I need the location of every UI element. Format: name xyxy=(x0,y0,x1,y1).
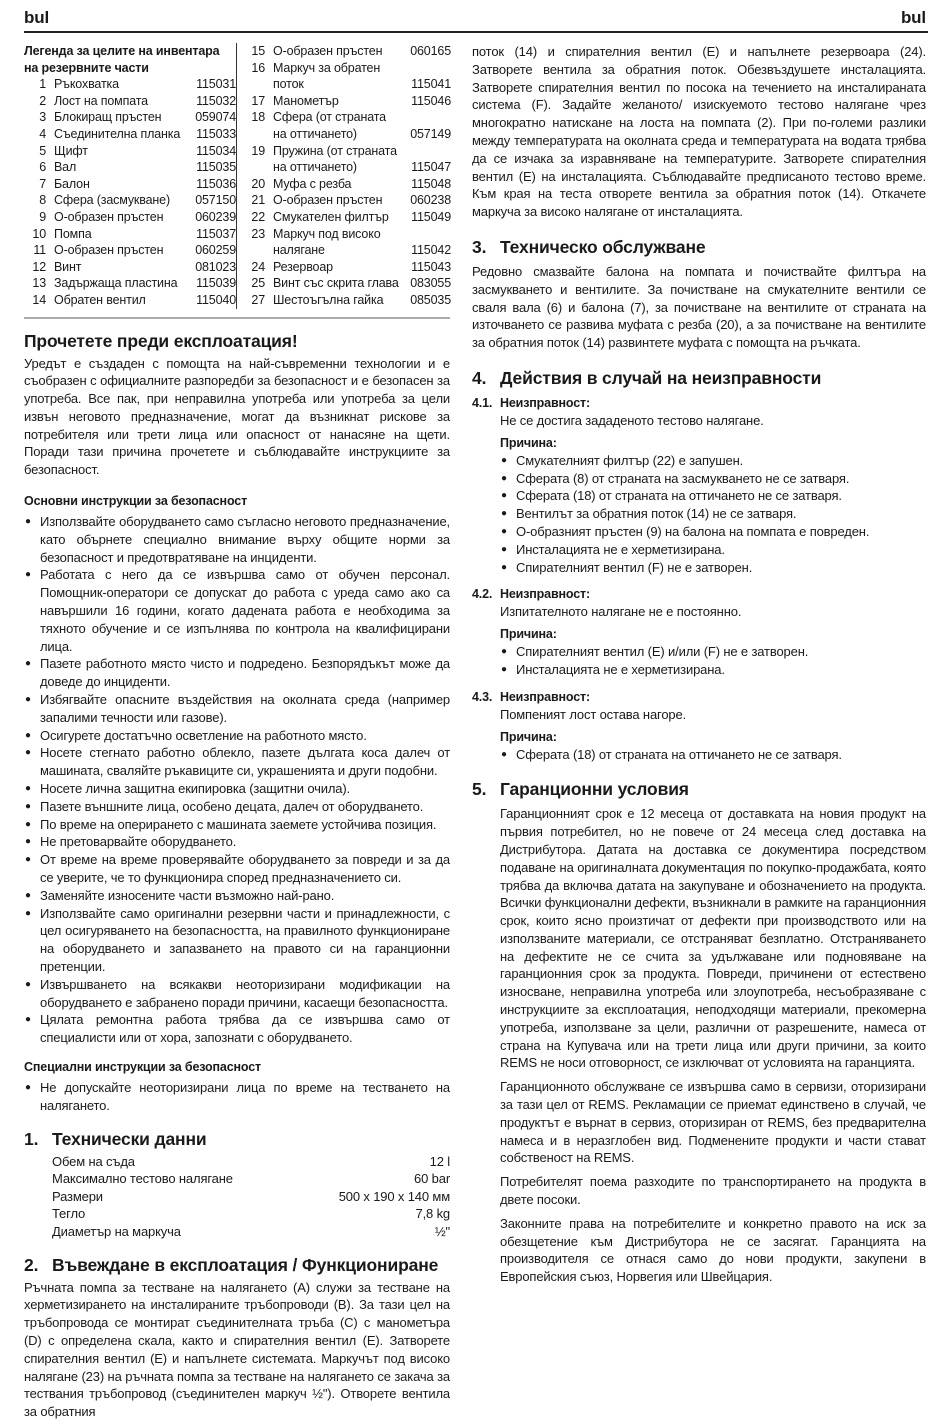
part-row xyxy=(243,176,451,193)
list-item xyxy=(24,1079,450,1115)
part-name: Муфа с резба xyxy=(273,176,352,191)
part-number: 11 xyxy=(33,243,46,258)
part-code: 081023 xyxy=(195,259,236,274)
part-name: Маркуч под високо налягане xyxy=(273,226,381,258)
spec-value: 60 bar xyxy=(414,1171,450,1187)
fault-block xyxy=(472,586,926,678)
fault-description: Не се достига зададеното тестово налягане. xyxy=(500,412,764,428)
fault-label: Неизправност: xyxy=(500,689,591,704)
part-row xyxy=(243,259,451,276)
fault-body xyxy=(500,603,926,678)
list-item-text: Вентилът за обратния поток (14) не се затваря. xyxy=(516,506,797,522)
fault-number: 4.3. xyxy=(472,689,493,704)
bullet-icon: ● xyxy=(25,569,31,581)
part-name: Балон xyxy=(54,176,90,191)
part-code: 060238 xyxy=(410,193,451,208)
part-code: 115040 xyxy=(196,292,236,307)
list-item xyxy=(500,559,926,577)
list-item xyxy=(24,655,450,691)
part-name: Обратен вентил xyxy=(54,292,146,307)
list-item-text: Спирателният вентил (E) и/или (F) не е затворен. xyxy=(516,644,809,660)
fault-heading xyxy=(472,586,926,603)
troubleshooting-section xyxy=(472,368,926,763)
list-item xyxy=(24,798,450,816)
part-number: 5 xyxy=(39,143,46,158)
fault-heading xyxy=(472,689,926,706)
part-row xyxy=(24,176,236,193)
list-item xyxy=(24,976,450,1012)
part-name: Съединителна планка xyxy=(54,126,181,141)
list-item-text: Сферата (8) от страната на засмукването не се затваря. xyxy=(516,470,850,486)
header-rule xyxy=(24,31,928,33)
list-item-text: Пазете работното място чисто и подредено. Безпорядъкът може да доведе до инциденти. xyxy=(40,656,450,690)
maintenance-heading xyxy=(472,237,926,258)
part-row xyxy=(24,159,236,176)
bullet-icon: ● xyxy=(501,525,507,537)
part-number: 4 xyxy=(39,126,46,141)
section-number: 5. xyxy=(472,779,487,800)
cause-list xyxy=(500,643,926,679)
part-number: 24 xyxy=(251,259,265,274)
part-code: 115033 xyxy=(196,126,236,141)
part-code: 115043 xyxy=(411,259,451,274)
fault-description: Изпитателното налягане не е постоянно. xyxy=(500,604,742,620)
list-item-text: От време на време проверявайте оборудването за повреди и за да се уверите, че то функционира според предназначението си. xyxy=(40,852,450,886)
part-row xyxy=(243,192,451,209)
part-number: 16 xyxy=(251,60,265,75)
read-first-heading xyxy=(24,331,450,352)
spec-value: 500 x 190 x 140 мм xyxy=(338,1188,450,1204)
part-code: 115041 xyxy=(411,77,451,92)
right-column xyxy=(472,43,926,1286)
warranty-text xyxy=(500,805,926,1286)
part-number: 17 xyxy=(251,93,265,108)
bullet-icon: ● xyxy=(501,543,507,555)
part-code: 057149 xyxy=(410,126,451,141)
list-item-text: Заменяйте износените части възможно най-рано. xyxy=(40,887,335,903)
list-item xyxy=(500,487,926,505)
part-row xyxy=(24,259,236,276)
basic-safety-list xyxy=(24,513,450,1047)
heading-text: Прочетете преди експлоатация! xyxy=(24,330,298,351)
part-row xyxy=(243,43,451,60)
part-code: 115042 xyxy=(411,243,451,258)
part-code: 115036 xyxy=(196,176,236,191)
part-code: 115049 xyxy=(411,209,451,224)
part-name: Щифт xyxy=(54,143,88,158)
part-code: 115037 xyxy=(196,226,236,241)
spec-label: Тегло xyxy=(52,1206,86,1222)
spec-label: Обем на съда xyxy=(52,1153,135,1169)
part-code: 115035 xyxy=(196,160,236,175)
part-name: Винт xyxy=(54,259,82,274)
bullet-icon: ● xyxy=(501,646,507,658)
fault-body xyxy=(500,412,926,576)
part-row xyxy=(24,76,236,93)
warranty-section xyxy=(472,779,926,1286)
technical-data-table xyxy=(52,1153,450,1241)
list-item-text: Осигурете достатъчно осветление на работното място. xyxy=(40,727,367,743)
read-first-section xyxy=(24,331,450,480)
list-item-text: Цялата ремонтна работа трябва да се извършва само от специалисти или от хора, запознати с оборудването. xyxy=(40,1012,450,1046)
list-item-text: Инсталацията не е херметизирана. xyxy=(516,541,725,557)
fault-list xyxy=(472,395,926,763)
bullet-icon: ● xyxy=(501,454,507,466)
part-number: 8 xyxy=(39,193,46,208)
part-number: 3 xyxy=(39,110,46,125)
bullet-icon: ● xyxy=(25,516,31,528)
fault-heading xyxy=(472,395,926,412)
spec-label: Размери xyxy=(52,1188,103,1204)
part-name: Маркуч за обратен поток xyxy=(273,60,381,92)
cause-label: Причина: xyxy=(500,627,557,642)
part-number: 6 xyxy=(39,160,46,175)
cause-list xyxy=(500,746,926,764)
part-number: 21 xyxy=(251,193,265,208)
list-item-text: Инсталацията не е херметизирана. xyxy=(516,661,725,677)
part-number: 13 xyxy=(32,276,46,291)
part-code: 060259 xyxy=(195,243,236,258)
bullet-icon: ● xyxy=(25,747,31,759)
commissioning-text-continued xyxy=(472,43,926,221)
bullet-icon: ● xyxy=(501,472,507,484)
section-number: 2. xyxy=(24,1254,39,1275)
spec-row xyxy=(52,1170,450,1188)
basic-safety-heading: Основни инструкции за безопасност xyxy=(24,494,248,509)
language-code-left: bul xyxy=(24,8,50,27)
part-code: 060165 xyxy=(410,44,451,58)
part-row xyxy=(243,292,451,309)
part-code: 085035 xyxy=(410,292,451,307)
list-item-text: По време на оперирането с машината заемете устойчива позиция. xyxy=(40,816,437,832)
part-number: 14 xyxy=(32,292,46,307)
bullet-icon: ● xyxy=(25,1081,31,1093)
part-name: Пружина (от страната на оттичането) xyxy=(273,143,397,175)
part-name: О-образен пръстен xyxy=(54,243,164,258)
list-item-text: Извършването на всякакви неоторизирани модификации на оборудването е забранено поради причини, касаещи безопасността. xyxy=(40,976,450,1010)
bullet-icon: ● xyxy=(501,508,507,520)
list-item-text: Спирателният вентил (F) не е затворен. xyxy=(516,559,753,575)
list-item xyxy=(24,744,450,780)
commissioning-text-2: поток (14) и спирателния вентил (E) и напълнете резервоара (24). Затворете вентила за обратния поток. Обезвъздушете инсталацията. Затворете спирателния вентил по посока на течението на инсталираната система (F). Задайте желаното/ изискуемото тестово налягане чрез многократно натискане на лоста на помпата (2). При по-големи разлики между температурата на околната среда и температурата на водата трябва да се изчака за изравняване на температурите. Затворете спирателния вентил (E) на инсталацията. Съблюдавайте предписаното тестово време. Към края на теста отворете вентила за обратния поток (14). Откачете маркуча за високо налягане от инсталацията. xyxy=(472,44,926,220)
spec-row xyxy=(52,1205,450,1223)
list-item-text: Сферата (18) от страната на оттичането не се затваря. xyxy=(516,488,842,504)
list-item xyxy=(24,780,450,798)
part-number: 2 xyxy=(39,93,46,108)
list-item xyxy=(24,1011,450,1047)
fault-description: Помпеният лост остава нагоре. xyxy=(500,706,687,722)
list-item-text: Избягвайте опасните въздействия на околната среда (например запалими течности или газове). xyxy=(40,692,450,725)
list-item xyxy=(24,851,450,887)
list-item-text: Носете стегнато работно облекло, пазете дългата коса далеч от машината, сваляйте ръкавиците си, украшенията и други подобни. xyxy=(40,745,450,779)
part-row xyxy=(243,109,451,142)
part-name: Сфера (от страната на оттичането) xyxy=(273,110,386,141)
bullet-icon: ● xyxy=(25,729,31,741)
list-item-text: Използвайте само оригинални резервни части и принадлежности, с цел осигуряването на безопасността, на правилното функциониране на оборудването и запазването на правото си на гаранционни претенции. xyxy=(40,905,450,974)
warranty-paragraph: Законните права на потребителите и конкретно правото на иск за обезщетение към Дистрибутора не се засягат. Гаранцията на производителя се отнася само до нови продукти, закупени в Европейския съюз, Норвегия или Швейцария. xyxy=(500,1215,926,1285)
technical-data-section xyxy=(24,1129,450,1241)
part-row xyxy=(243,60,451,93)
heading-text: Технически данни xyxy=(52,1128,207,1149)
bullet-icon: ● xyxy=(25,854,31,866)
part-number: 22 xyxy=(251,209,265,224)
language-code-right: bul xyxy=(900,8,926,27)
section-number: 1. xyxy=(24,1128,39,1149)
heading-text: Гаранционни условия xyxy=(500,779,689,800)
bullet-icon: ● xyxy=(501,748,507,760)
parts-legend-title: Легенда за целите на инвентара на резервните части xyxy=(24,44,220,75)
part-row xyxy=(24,126,236,143)
parts-table-right xyxy=(236,43,451,309)
part-code: 115034 xyxy=(196,143,236,158)
list-item xyxy=(24,727,450,745)
part-number: 9 xyxy=(39,209,46,224)
fault-label: Неизправност: xyxy=(500,587,591,602)
list-item xyxy=(24,887,450,905)
list-item-text: Пазете външните лица, особено децата, далеч от оборудването. xyxy=(40,798,424,814)
part-number: 27 xyxy=(251,292,265,307)
spec-row xyxy=(52,1153,450,1171)
maintenance-section xyxy=(472,237,926,352)
part-row xyxy=(24,143,236,160)
list-item xyxy=(500,452,926,470)
spec-row xyxy=(52,1223,450,1241)
bullet-icon: ● xyxy=(25,658,31,670)
list-item xyxy=(500,505,926,523)
cause-list xyxy=(500,452,926,577)
bullet-icon: ● xyxy=(25,783,31,795)
part-code: 115047 xyxy=(411,160,451,175)
part-name: О-образен пръстен xyxy=(273,44,383,58)
warranty-paragraph: Гаранционният срок е 12 месеца от доставката на новия продукт на първия потребител, но не повече от 24 месеца след доставка на Дистрибутора. Датата на доставка се документира посредством подаване на оригиналната документация по покупко-продажбата, която трябва да включва датата на закупуване и обозначението на продукта. Всички функционални дефекти, възникнали в рамките на гаранционния срок, които ясно произтичат от дефекти при производството или на използваните материали, се отстраняват безплатно. Отстраняването на дефектите не се счита за удължаване или подновяване на гаранционния срок за продукта. Повреди, причинени от естествено износване, неправилна употреба или злоупотреба, несъобразяване с инструкциите за експлоатация, неподходящи материали, прекомерна употреба, използване за цели, различни от разрешените, намеса от страна на Купувача или на трети лица или други причини, за които REMS не носи отговорност, се изключват от условията на гаранцията. xyxy=(500,806,926,1071)
fault-number: 4.1. xyxy=(472,395,493,410)
bullet-icon: ● xyxy=(501,490,507,502)
parts-legend xyxy=(24,43,450,309)
special-safety-section xyxy=(24,1059,450,1115)
bullet-icon: ● xyxy=(501,663,507,675)
bullet-icon: ● xyxy=(25,907,31,919)
part-row xyxy=(24,93,236,110)
section-divider xyxy=(24,317,450,319)
technical-data-heading xyxy=(24,1129,450,1150)
fault-block xyxy=(472,395,926,576)
part-code: 059074 xyxy=(195,110,236,125)
part-name: Сфера (засмукване) xyxy=(54,193,170,208)
bullet-icon: ● xyxy=(25,889,31,901)
part-code: 115031 xyxy=(196,77,236,92)
maintenance-text: Редовно смазвайте балона на помпата и почиствайте филтъра на засмукването и вентилите. За почистване на смукателните вентили се сваля вала (6) и балона (7), за почистване на вентилите от страната на източването се развива муфата с резба (20), а за почистване на вентилите за обратния поток (14) развинтете муфата с помощта на ръчката. xyxy=(472,263,926,351)
commissioning-heading xyxy=(24,1255,450,1276)
part-name: О-образен пръстен xyxy=(273,193,383,208)
list-item xyxy=(24,833,450,851)
spec-label: Диаметър на маркуча xyxy=(52,1223,181,1239)
bullet-icon: ● xyxy=(25,818,31,830)
part-row xyxy=(243,143,451,176)
part-code: 115048 xyxy=(411,176,451,191)
part-code: 115046 xyxy=(411,93,451,108)
part-code: 083055 xyxy=(410,276,451,291)
part-row xyxy=(24,242,236,259)
list-item xyxy=(500,661,926,679)
list-item xyxy=(24,513,450,566)
part-number: 19 xyxy=(251,143,265,158)
part-name: Блокиращ пръстен xyxy=(54,110,162,125)
part-row xyxy=(243,93,451,110)
left-column xyxy=(24,43,450,1421)
list-item xyxy=(24,691,450,727)
fault-number: 4.2. xyxy=(472,587,493,602)
part-row xyxy=(24,292,236,309)
part-name: Задържаща пластина xyxy=(54,276,178,291)
part-row xyxy=(24,109,236,126)
read-first-text: Уредът е създаден с помощта на най-съвременни технологии и е съобразен с официалните разпоредби за безопасност и е безопасен за употреба. Все пак, при неправилна употреба или употреба за цели извън неговото предназначение, могат да възникнат рискове за потребителя или трети лица или опасност от нанасяне на щети. Поради тази причина прочетете и съблюдавайте инструкциите за безопасност. xyxy=(24,355,450,478)
part-name: Винт със скрита глава xyxy=(273,276,399,291)
part-code: 057150 xyxy=(195,193,236,208)
list-item xyxy=(500,523,926,541)
list-item-text: Сферата (18) от страната на оттичането не се затваря. xyxy=(516,746,842,762)
part-number: 23 xyxy=(251,226,265,241)
commissioning-section xyxy=(24,1255,450,1421)
troubleshooting-heading xyxy=(472,368,926,389)
special-safety-heading: Специални инструкции за безопасност xyxy=(24,1059,261,1074)
part-name: Шестоъгълна гайка xyxy=(273,292,384,307)
part-number: 15 xyxy=(251,44,265,58)
spec-label: Максимално тестово налягане xyxy=(52,1171,233,1187)
spec-value: ½" xyxy=(434,1223,450,1239)
part-row xyxy=(24,192,236,209)
list-item-text: Използвайте оборудването само съгласно неговото предназначение, като обърнете специално внимание върху общите норми за безопасност и предотвратяване на инциденти. xyxy=(40,514,450,565)
part-number: 7 xyxy=(39,176,46,191)
part-row xyxy=(24,275,236,292)
bullet-icon: ● xyxy=(25,978,31,990)
warranty-heading xyxy=(472,779,926,800)
list-item-text: Работата с него да се извършва само от обучен персонал. Помощник-оператори се допускат до работа с уреда само ако са навършили 16 години, когато дадената работа е необходима за тяхното обучение и се изпълнява по контрола на квалифицирани лица. xyxy=(40,567,450,654)
part-number: 18 xyxy=(251,110,265,125)
bullet-icon: ● xyxy=(25,694,31,706)
cause-label: Причина: xyxy=(500,729,557,744)
part-row xyxy=(24,209,236,226)
part-name: Лост на помпата xyxy=(54,93,148,108)
spec-value: 12 l xyxy=(429,1153,450,1169)
part-number: 1 xyxy=(39,77,46,92)
list-item xyxy=(500,541,926,559)
commissioning-text: Ръчната помпа за тестване на налягането (A) служи за тестване на херметизирането на инсталираните тръбопроводи (B). За тази цел на тръбопровода се монтират съединителната тръба (C) с манометъра (D) с определена скала, както и спирателния вентил (E). Затворете спирателния вентил (E) и напълнете системата. Маркучът под високо налягане (23) на ръчната помпа за тестване на налягането се закача за тествания тръбопровод (съединителен маркуч ½"). Отворете вентила за обратния xyxy=(24,1279,450,1420)
section-number: 3. xyxy=(472,236,487,257)
list-item xyxy=(500,746,926,764)
special-safety-list xyxy=(24,1079,450,1115)
part-row xyxy=(243,275,451,292)
list-item-text: Смукателният филтър (22) е запушен. xyxy=(516,452,744,468)
part-name: Ръкохватка xyxy=(54,77,119,92)
parts-table-left xyxy=(24,43,236,309)
list-item xyxy=(500,643,926,661)
bullet-icon: ● xyxy=(25,800,31,812)
fault-body xyxy=(500,706,926,764)
list-item xyxy=(24,566,450,655)
part-name: Резервоар xyxy=(273,259,333,274)
section-number: 4. xyxy=(472,367,487,388)
bullet-icon: ● xyxy=(25,836,31,848)
list-item xyxy=(24,905,450,976)
list-item-text: Не допускайте неоторизирани лица по време на тестването на налягането. xyxy=(40,1079,450,1113)
warranty-paragraph: Гаранционното обслужване се извършва само в сервизи, оторизирани за тази цел от REMS. Рекламации се приемат единствено в случай, че продуктът е върнат в сервиз, оторизиран от REMS, без предварителна намеса и в неразглобен вид. Подменените продукти и части стават собственост на REMS. xyxy=(500,1079,926,1166)
list-item xyxy=(500,470,926,488)
part-code: 060239 xyxy=(195,209,236,224)
part-name: Смукателен филтър xyxy=(273,209,389,224)
bullet-icon: ● xyxy=(501,561,507,573)
part-number: 12 xyxy=(32,259,46,274)
part-code: 115032 xyxy=(196,93,236,108)
list-item-text: Носете лична защитна екипировка (защитни очила). xyxy=(40,781,351,797)
fault-block xyxy=(472,689,926,764)
bullet-icon: ● xyxy=(25,1014,31,1026)
list-item xyxy=(24,816,450,834)
heading-text: Действия в случай на неизправности xyxy=(500,367,822,388)
list-item-text: О-образният пръстен (9) на балона на помпата е повреден. xyxy=(516,523,870,539)
part-number: 10 xyxy=(32,226,46,241)
basic-safety-section xyxy=(24,493,450,1047)
heading-text: Техническо обслужване xyxy=(500,236,706,257)
part-name: Вал xyxy=(54,160,77,175)
part-number: 25 xyxy=(251,276,265,291)
part-row xyxy=(243,226,451,259)
list-item-text: Не претоварвайте оборудването. xyxy=(40,834,237,850)
warranty-paragraph: Потребителят поема разходите по транспортирането на продукта в двете посоки. xyxy=(500,1174,926,1208)
part-row xyxy=(243,209,451,226)
part-code: 115039 xyxy=(196,276,236,291)
heading-text: Въвеждане в експлоатация / Функциониране xyxy=(52,1254,439,1275)
spec-row xyxy=(52,1188,450,1206)
part-number: 20 xyxy=(251,176,265,191)
part-row xyxy=(24,226,236,243)
part-name: О-образен пръстен xyxy=(54,209,164,224)
fault-label: Неизправност: xyxy=(500,395,591,410)
cause-label: Причина: xyxy=(500,435,557,450)
part-name: Манометър xyxy=(273,93,339,108)
spec-value: 7,8 kg xyxy=(415,1206,450,1222)
part-name: Помпа xyxy=(54,226,92,241)
